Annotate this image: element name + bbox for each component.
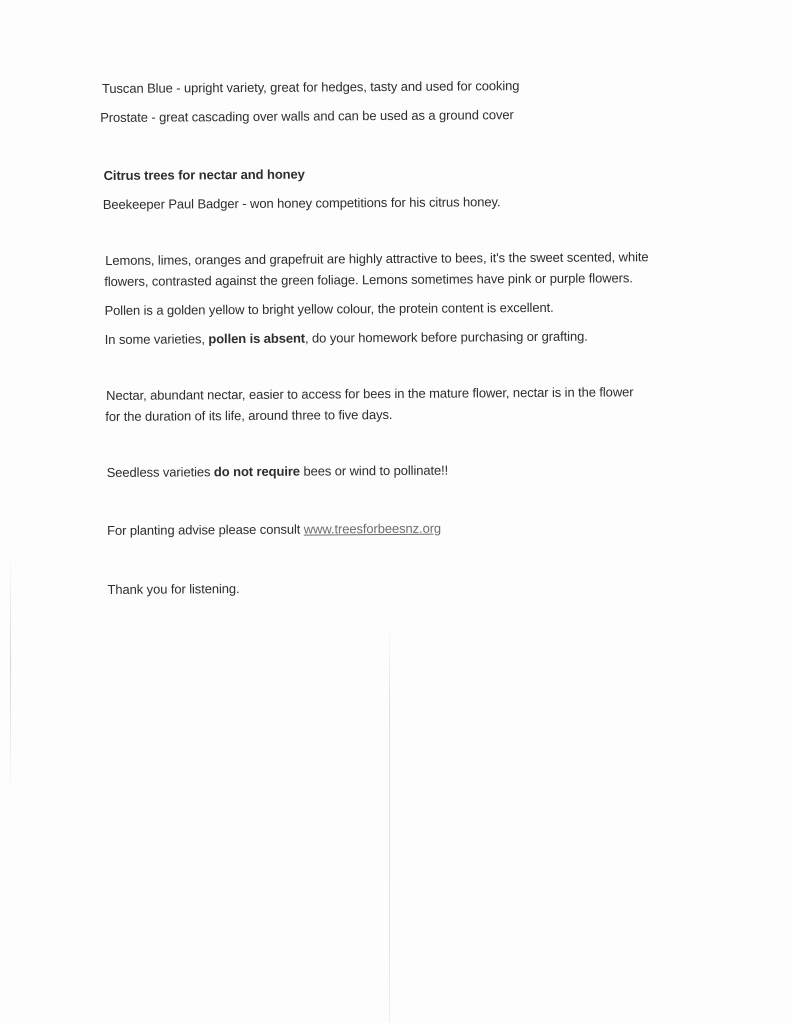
trees-for-bees-link[interactable]: www.treesforbeesnz.org [303, 520, 442, 537]
paragraph-thanks: Thank you for listening. [107, 581, 240, 597]
paragraph-tuscan-blue: Tuscan Blue - upright variety, great for hedges, tasty and used for cooking [101, 78, 520, 96]
paragraph-planting-advise [107, 521, 441, 540]
varieties-text-bold: pollen is absent [208, 330, 306, 347]
paragraph-lemons-line2: flowers, contrasted against the green foliage. Lemons sometimes have pink or purple flowers. [104, 270, 633, 289]
paragraph-lemons-line1: Lemons, limes, oranges and grapefruit are highly attractive to bees, it's the sweet scented, white [105, 249, 649, 268]
paragraph-seedless [107, 463, 449, 482]
citrus-section-heading: Citrus trees for nectar and honey [103, 166, 305, 183]
paragraph-nectar-line2: for the duration of its life, around three to five days. [105, 406, 393, 424]
varieties-text-post: , do your homework before purchasing or grafting. [304, 328, 588, 346]
paragraph-varieties [105, 329, 588, 349]
paragraph-prostate: Prostate - great cascading over walls and can be used as a ground cover [100, 107, 514, 126]
paragraph-pollen: Pollen is a golden yellow to bright yellow colour, the protein content is excellent. [104, 299, 554, 318]
seedless-text-pre: Seedless varieties [106, 464, 214, 480]
varieties-text-pre: In some varieties, [104, 331, 209, 347]
planting-text-pre: For planting advise please consult [107, 521, 304, 538]
paragraph-nectar-line1: Nectar, abundant nectar, easier to access for bees in the mature flower, nectar is in the flower [106, 384, 634, 403]
paragraph-beekeeper: Beekeeper Paul Badger - won honey competitions for his citrus honey. [102, 194, 501, 212]
seedless-text-post: bees or wind to pollinate!! [299, 462, 449, 479]
seedless-text-bold: do not require [213, 463, 300, 480]
